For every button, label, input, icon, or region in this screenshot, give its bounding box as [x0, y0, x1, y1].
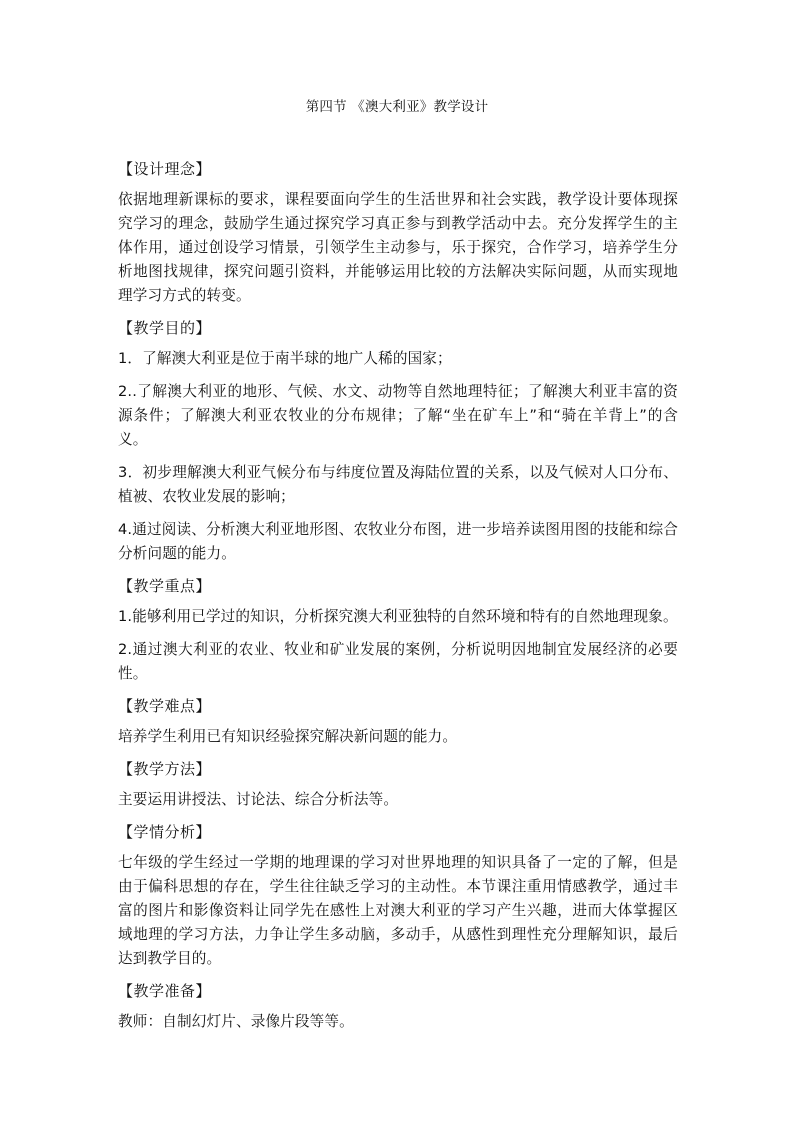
- section-heading: 【学情分析】: [118, 823, 212, 841]
- section-teaching-goals: [118, 317, 678, 566]
- document-body: [118, 158, 678, 1043]
- paragraph: 1.能够利用已学过的知识，分析探究澳大利亚独特的自然环境和特有的自然地理现象。: [118, 608, 678, 625]
- section-heading: 【教学方法】: [118, 760, 212, 778]
- section-heading: 【教学目的】: [118, 319, 212, 337]
- paragraph: 培养学生利用已有知识经验探究解决新问题的能力。: [118, 728, 458, 745]
- paragraph: 依据地理新课标的要求，课程要面向学生的生活世界和社会实践，教学设计要体现探究学习的理念，鼓励学生通过探究学习真正参与到教学活动中去。充分发挥学生的主体作用，通过创设学习情景，引领学生主动参与，乐于探究，合作学习，培养学生分析地图找规律，探究问题引资料，并能够运用比较的方法解决实际问题，从而实现地理学习方式的转变。: [118, 191, 678, 304]
- paragraph: 3．初步理解澳大利亚气候分布与纬度位置及海陆位置的关系，以及气候对人口分布、植被、农牧业发展的影响；: [118, 464, 678, 505]
- section-design-concept: [118, 158, 678, 308]
- section-key-points: [118, 575, 678, 686]
- document-title: 第四节 《澳大利亚》教学设计: [305, 99, 489, 115]
- section-student-analysis: [118, 821, 678, 971]
- paragraph: 1．了解澳大利亚是位于南半球的地广人稀的国家；: [118, 350, 452, 367]
- paragraph: 主要运用讲授法、讨论法、综合分析法等。: [118, 791, 399, 808]
- paragraph: 2..了解澳大利亚的地形、气候、水文、动物等自然地理特征；了解澳大利亚丰富的资源条件；了解澳大利亚农牧业的分布规律；了解“坐在矿车上”和“骑在羊背上”的含义。: [118, 383, 678, 448]
- paragraph: 4.通过阅读、分析澳大利亚地形图、农牧业分布图，进一步培养读图用图的技能和综合分析问题的能力。: [118, 521, 678, 562]
- section-heading: 【教学重点】: [118, 577, 212, 595]
- section-preparation: [118, 980, 678, 1034]
- paragraph: 教师：自制幻灯片、录像片段等等。: [118, 1013, 354, 1030]
- section-heading: 【教学准备】: [118, 982, 212, 1000]
- section-difficulties: [118, 695, 678, 749]
- section-heading: 【设计理念】: [118, 160, 212, 178]
- paragraph: 七年级的学生经过一学期的地理课的学习对世界地理的知识具备了一定的了解，但是由于偏科思想的存在，学生往往缺乏学习的主动性。本节课注重用情感教学，通过丰富的图片和影像资料让同学先在感性上对澳大利亚的学习产生兴趣，进而大体掌握区域地理的学习方法，力争让学生多动脑，多动手，从感性到理性充分理解知识，最后达到教学目的。: [118, 854, 678, 967]
- paragraph: 2.通过澳大利亚的农业、牧业和矿业发展的案例，分析说明因地制宜发展经济的必要性。: [118, 641, 678, 682]
- section-heading: 【教学难点】: [118, 697, 212, 715]
- section-methods: [118, 758, 678, 812]
